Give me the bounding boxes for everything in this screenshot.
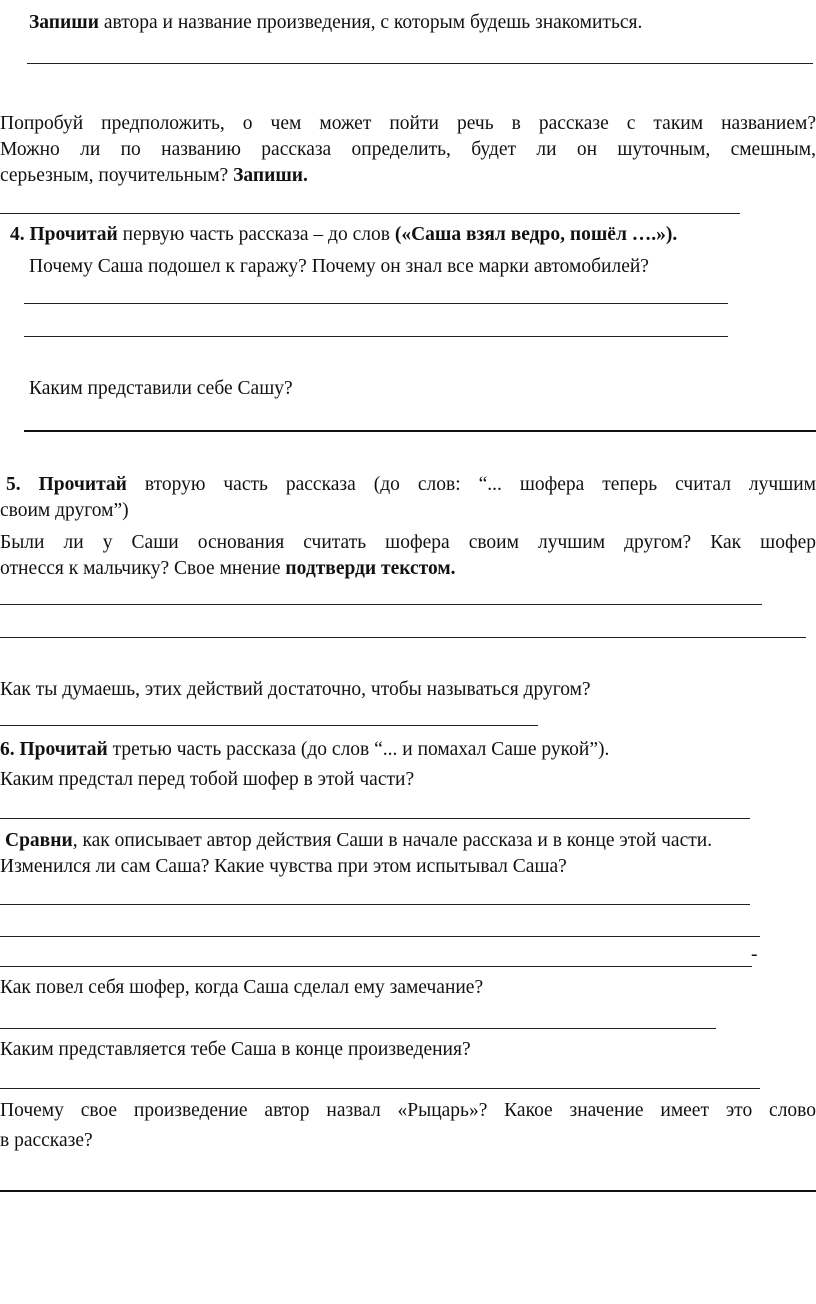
task5-heading-text: вторую часть рассказа (до слов: “... шофера теперь считал лучшим bbox=[144, 474, 816, 495]
task4-question-1: Почему Саша подошел к гаражу? Почему он знал все марки автомобилей? bbox=[29, 256, 649, 277]
task5-heading-line-1 bbox=[6, 472, 816, 498]
answer-line bbox=[0, 818, 750, 819]
compare-line-1 bbox=[5, 828, 712, 854]
compare-bold: Сравни bbox=[5, 830, 73, 851]
question-title-meaning-line-1: Почему свое произведение автор назвал «Рыцарь»? Какое значение имеет это слово bbox=[0, 1100, 816, 1121]
answer-line bbox=[27, 63, 813, 64]
task6-verb: Прочитай bbox=[19, 739, 108, 760]
task4-verb: Прочитай bbox=[29, 224, 118, 245]
task4-number: 4. bbox=[10, 224, 25, 245]
task5-question-line-2-text: отнесся к мальчику? Свое мнение bbox=[0, 558, 286, 579]
task5-question-line-1: Были ли у Саши основания считать шофера своим лучшим другом? Как шофер bbox=[0, 532, 816, 553]
task4-question-2: Каким представили себе Сашу? bbox=[29, 378, 293, 399]
task6-heading-text: третью часть рассказа (до слов “... и помахал Саше рукой”). bbox=[107, 739, 610, 760]
compare-line-2: Изменился ли сам Саша? Какие чувства при этом испытывал Саша? bbox=[0, 856, 567, 877]
answer-line bbox=[0, 213, 740, 214]
task5-confirm-bold: подтверди текстом. bbox=[285, 558, 456, 579]
answer-line bbox=[0, 1190, 816, 1192]
task4-heading bbox=[10, 222, 677, 248]
question-sasha-at-end: Каким представляется тебе Саша в конце произведения? bbox=[0, 1039, 471, 1060]
intro-paragraph-line-3 bbox=[0, 163, 308, 189]
answer-line bbox=[0, 936, 760, 937]
task5-verb: Прочитай bbox=[38, 474, 127, 495]
answer-line bbox=[0, 604, 762, 605]
intro-paragraph-line-3-text: серьезным, поучительным? bbox=[0, 165, 234, 186]
task5-number: 5. bbox=[6, 474, 21, 495]
question-driver-reaction: Как повел себя шофер, когда Саша сделал ему замечание? bbox=[0, 977, 484, 998]
task4-heading-text: первую часть рассказа – до слов bbox=[117, 224, 395, 245]
intro-write-bold: Запиши bbox=[29, 12, 99, 33]
compare-line-1-text: , как описывает автор действия Саши в начале рассказа и в конце этой части. bbox=[72, 830, 713, 851]
answer-line bbox=[0, 1088, 760, 1089]
intro-paragraph-line-2: Можно ли по названию рассказа определить, будет ли он шуточным, смешным, bbox=[0, 139, 816, 160]
task5-question-line-2 bbox=[0, 556, 456, 582]
task5-question-2: Как ты думаешь, этих действий достаточно, чтобы называться другом? bbox=[0, 679, 591, 700]
task5-heading-line-2: своим другом”) bbox=[0, 500, 129, 521]
answer-line bbox=[24, 303, 728, 304]
task6-heading bbox=[0, 737, 609, 763]
answer-line bbox=[24, 430, 816, 432]
question-title-meaning-line-2: в рассказе? bbox=[0, 1130, 93, 1151]
intro-write-bold-2: Запиши. bbox=[233, 165, 308, 186]
answer-line bbox=[0, 637, 806, 638]
answer-line bbox=[0, 904, 750, 905]
answer-line bbox=[0, 966, 752, 967]
task6-number: 6. bbox=[0, 739, 15, 760]
trailing-dash: - bbox=[751, 944, 758, 965]
intro-line-1 bbox=[29, 10, 642, 36]
task6-question-1: Каким предстал перед тобой шофер в этой части? bbox=[0, 769, 415, 790]
answer-line bbox=[0, 725, 538, 726]
task4-quote: («Саша взял ведро, пошёл ….»). bbox=[394, 224, 678, 245]
answer-line bbox=[24, 336, 728, 337]
intro-paragraph-line-1: Попробуй предположить, о чем может пойти речь в рассказе с таким названием? bbox=[0, 113, 816, 134]
answer-line bbox=[0, 1028, 716, 1029]
intro-line-1-text: автора и название произведения, с которым будешь знакомиться. bbox=[98, 12, 643, 33]
